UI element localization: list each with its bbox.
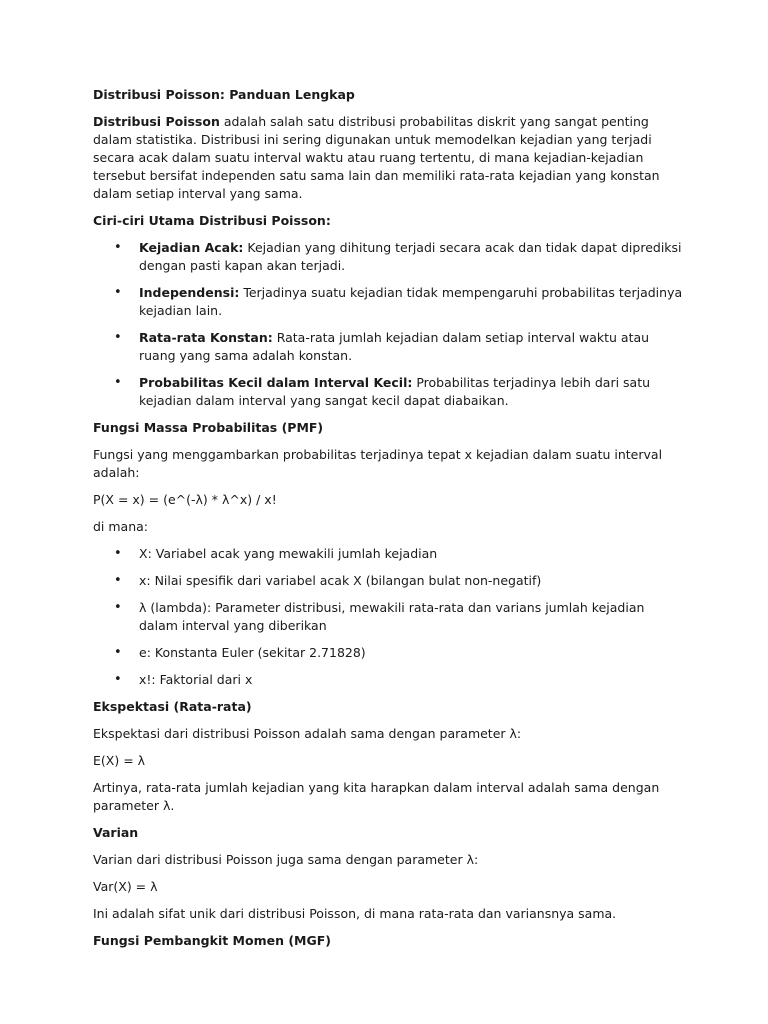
list-item: • x!: Faktorial dari x [139,671,683,689]
list-item: • e: Konstanta Euler (sekitar 2.71828) [139,644,683,662]
list-item [139,239,683,275]
expectation-formula: E(X) = λ [93,753,146,768]
intro-term: Distribusi Poisson [93,114,220,129]
expectation-explanation: Artinya, rata-rata jumlah kejadian yang kita harapkan dalam interval adalah sama dengan parameter λ. [93,780,660,813]
pmf-variables-list [93,545,683,689]
list-item: • X: Variabel acak yang mewakili jumlah kejadian [139,545,683,563]
document-title: Distribusi Poisson: Panduan Lengkap [93,87,355,102]
pmf-where: di mana: [93,519,149,534]
document-page [93,86,683,959]
variance-description: Varian dari distribusi Poisson juga sama dengan parameter λ: [93,852,479,867]
item-term: Rata-rata Konstan: [139,330,273,345]
characteristics-list [93,239,683,410]
list-item: • x: Nilai spesifik dari variabel acak X (bilangan bulat non-negatif) [139,572,683,590]
pmf-heading: Fungsi Massa Probabilitas (PMF) [93,420,324,435]
characteristics-heading: Ciri-ciri Utama Distribusi Poisson: [93,213,331,228]
pmf-description: Fungsi yang menggambarkan probabilitas terjadinya tepat x kejadian dalam suatu interval adalah: [93,447,663,480]
list-item [139,374,683,410]
expectation-heading: Ekspektasi (Rata-rata) [93,699,252,714]
variance-explanation: Ini adalah sifat unik dari distribusi Poisson, di mana rata-rata dan variansnya sama. [93,906,617,921]
list-item [139,329,683,365]
list-item [139,284,683,320]
intro-paragraph [93,113,683,203]
mgf-heading: Fungsi Pembangkit Momen (MGF) [93,933,332,948]
expectation-description: Ekspektasi dari distribusi Poisson adalah sama dengan parameter λ: [93,726,522,741]
item-term: Probabilitas Kecil dalam Interval Kecil: [139,375,413,390]
item-term: Kejadian Acak: [139,240,244,255]
item-text: Kejadian yang dihitung terjadi secara acak dan tidak dapat diprediksi dengan pasti kapan akan terjadi. [139,240,682,273]
item-text: Probabilitas terjadinya lebih dari satu kejadian dalam interval yang sangat kecil dapat diabaikan. [139,375,651,408]
variance-heading: Varian [93,825,139,840]
item-text: Rata-rata jumlah kejadian dalam setiap interval waktu atau ruang yang sama adalah konstan. [139,330,650,363]
pmf-formula: P(X = x) = (e^(-λ) * λ^x) / x! [93,492,277,507]
item-term: Independensi: [139,285,240,300]
list-item: • λ (lambda): Parameter distribusi, mewakili rata-rata dan varians jumlah kejadian dalam interval yang diberikan [139,599,683,635]
item-text: Terjadinya suatu kejadian tidak mempengaruhi probabilitas terjadinya kejadian lain. [139,285,683,318]
variance-formula: Var(X) = λ [93,879,158,894]
intro-text: adalah salah satu distribusi probabilitas diskrit yang sangat penting dalam statistika. Distribusi ini sering digunakan untuk memodelkan kejadian yang terjadi secara acak dalam suatu interval waktu atau ruang tertentu, di mana kejadian-kejadian tersebut bersifat independen satu sama lain dan memiliki rata-rata kejadian yang konstan dalam setiap interval yang sama. [93,114,660,201]
